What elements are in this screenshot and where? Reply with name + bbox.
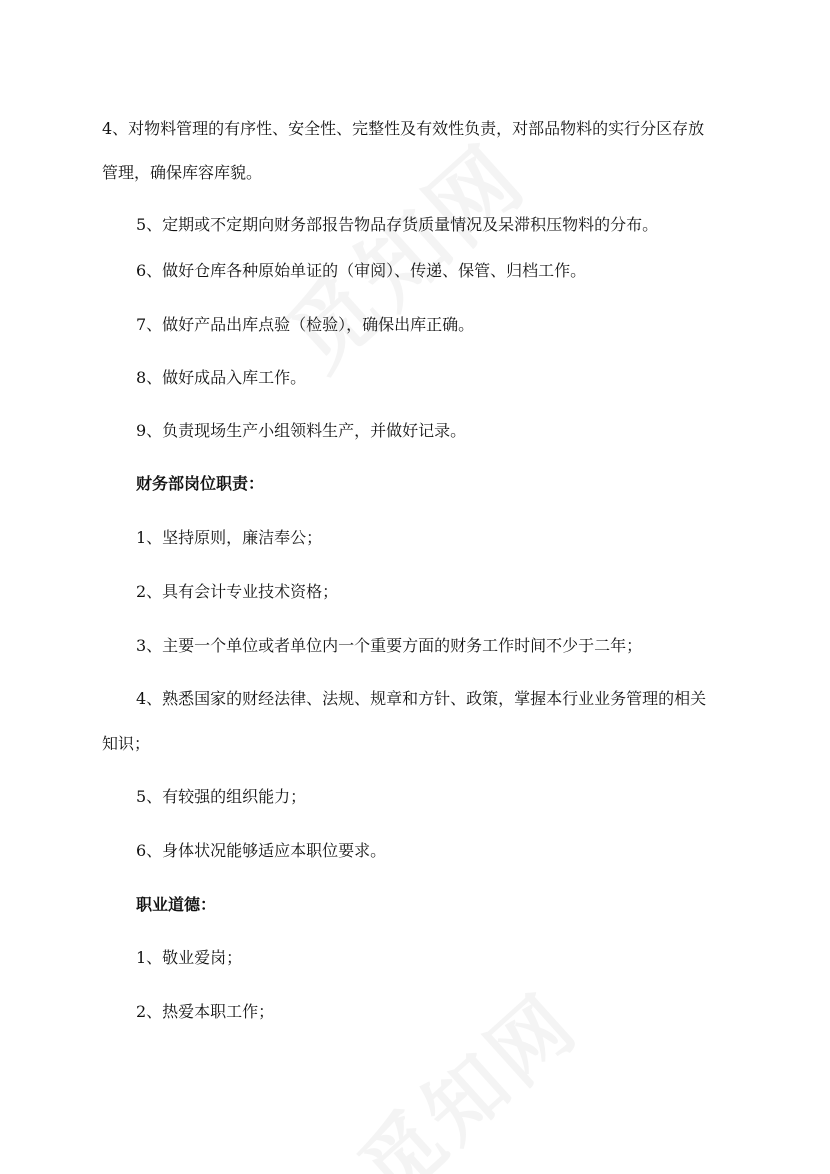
paragraph-line: 4、对物料管理的有序性、安全性、完整性及有效性负责，对部品物料的实行分区存放: [102, 119, 705, 138]
paragraph-line: 知识；: [102, 734, 151, 753]
watermark-text-bottom: [330, 962, 599, 1174]
paragraph-line: 5、定期或不定期向财务部报告物品存货质量情况及呆滞积压物料的分布。: [136, 215, 659, 234]
paragraph-line: 6、身体状况能够适应本职位要求。: [136, 841, 387, 860]
watermark-text: [255, 111, 549, 393]
paragraph-line: 2、热爱本职工作；: [136, 1002, 275, 1021]
paragraph-line: 3、主要一个单位或者单位内一个重要方面的财务工作时间不少于二年；: [136, 636, 643, 655]
paragraph-line: 1、坚持原则，廉洁奉公；: [136, 528, 323, 547]
paragraph-line: 1、敬业爱岗；: [136, 948, 243, 967]
paragraph-line: 4、熟悉国家的财经法律、法规、规章和方针、政策，掌握本行业业务管理的相关: [136, 689, 707, 708]
section-heading: 职业道德：: [136, 895, 217, 914]
section-heading: 财务部岗位职责：: [136, 474, 265, 493]
paragraph-line: 2、具有会计专业技术资格；: [136, 582, 339, 601]
paragraph-line: 8、做好成品入库工作。: [136, 368, 307, 387]
paragraph-line: 9、负责现场生产小组领料生产，并做好记录。: [136, 421, 467, 440]
paragraph-line: 6、做好仓库各种原始单证的（审阅）、传递、保管、归档工作。: [136, 261, 587, 280]
paragraph-line: 7、做好产品出库点验（检验），确保出库正确。: [136, 315, 475, 334]
paragraph-line: 5、有较强的组织能力；: [136, 787, 307, 806]
paragraph-line: 管理，确保库容库貌。: [102, 163, 263, 182]
